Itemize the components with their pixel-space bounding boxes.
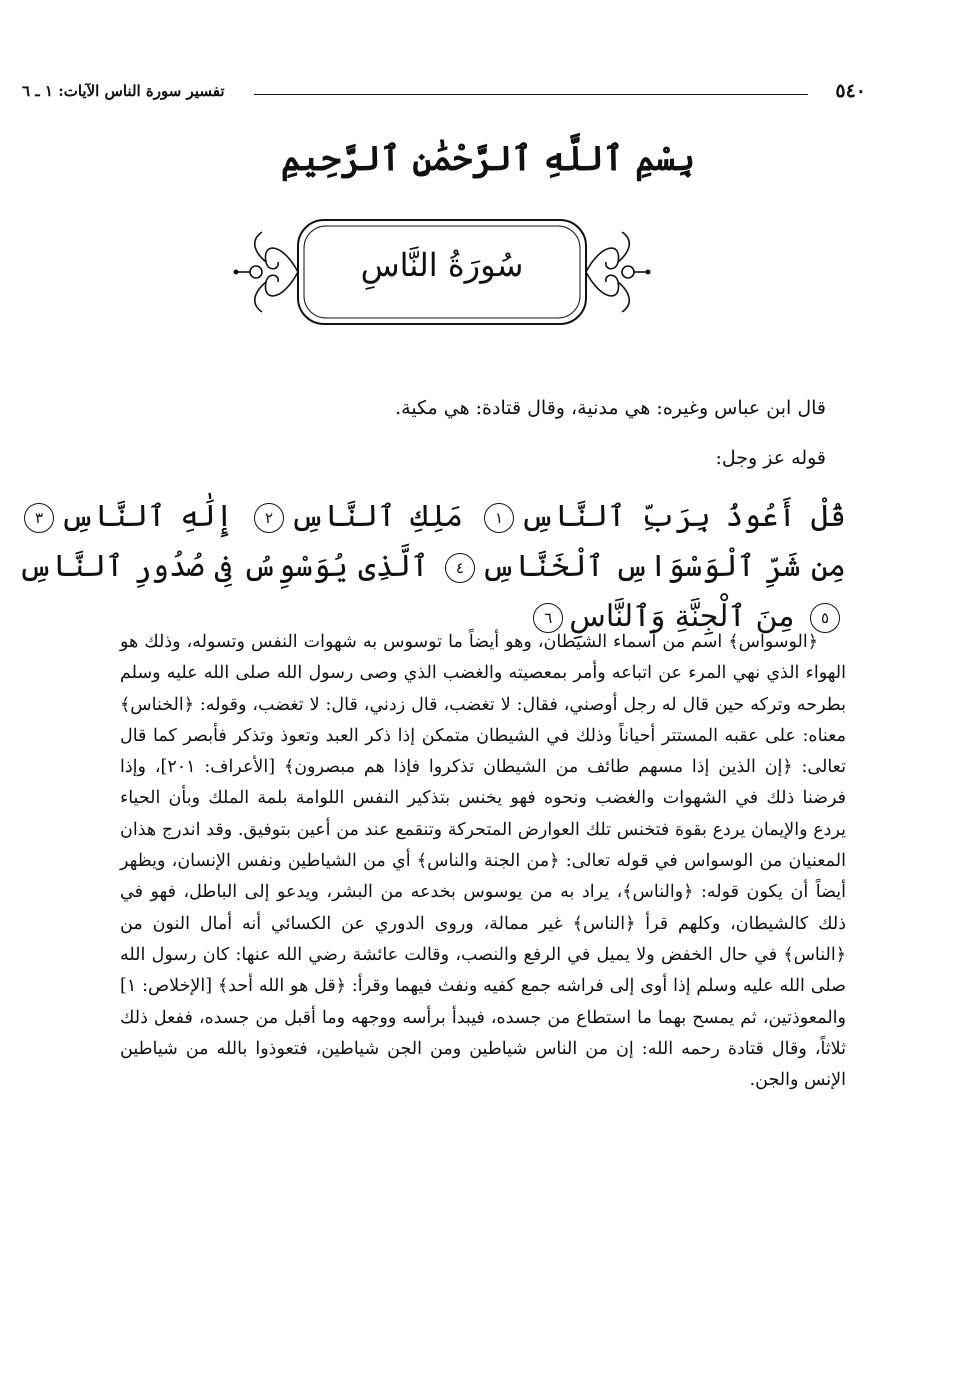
verse-text: مِن شَرِّ ٱلْوَسْوَاسِ ٱلْخَنَّاسِ bbox=[480, 549, 846, 584]
running-header bbox=[22, 80, 866, 106]
verse bbox=[478, 499, 846, 534]
verse-text: مِنَ ٱلْجِنَّةِ وَٱلنَّاسِ bbox=[569, 599, 795, 634]
verse-number-marker: ٥ bbox=[810, 603, 840, 633]
verse-text: مَلِكِ ٱلنَّاسِ bbox=[290, 499, 464, 534]
verse-text: قُلْ أَعُوذُ بِرَبِّ ٱلنَّاسِ bbox=[520, 499, 846, 534]
commentary bbox=[120, 627, 846, 1096]
verse-lead-in: قوله عز وجل: bbox=[715, 447, 826, 469]
revelation-note: قال ابن عباس وغيره: هي مدنية، وقال قتادة: هي مكية. bbox=[395, 397, 826, 419]
surah-title-frame bbox=[232, 212, 652, 332]
basmala: بِسْمِ ٱللَّهِ ٱلرَّحْمَٰنِ ٱلرَّحِيمِ bbox=[280, 139, 696, 179]
verse-number-marker: ١ bbox=[484, 503, 514, 533]
commentary-paragraph: ﴿الوسواس﴾ اسم من أسماء الشيطان، وهو أيضاً ما توسوس به شهوات النفس وتسوله، وذلك هو الهواء الذي نهي المرء عن اتباعه وأمر بمعصيته والغضب الذي وصى رسول الله صلى الله عليه وسلم بطرحه وتركه حين قال له رجل أوصني، فقال: لا تغضب، قال زدني، قال: لا تغضب، وقوله: ﴿الخناس﴾ معناه: على عقبه المستتر أحياناً وذلك في الشيطان متمكن إذا ذكر العبد وتعوذ وتذكر فأبصر كما قال تعالى: ﴿إن الذين إذا مسهم طائف من الشيطان تذكروا فإذا هم مبصرون﴾ [الأعراف: ٢٠١]، وإذا فرضنا ذلك في الشهوات والغضب ونحوه فهو يخنس بتذكير النفس اللوامة بلمة الملك وبأن الحياء يردع والإيمان يردع بقوة فتخنس تلك العوارض المتحركة وتنقمع عند من أعين بتوفيق. وقد اندرج هذان المعنيان من الوسواس في قوله تعالى: ﴿من الجنة والناس﴾ أي من الشياطين ونفس الإنسان، ويظهر أيضاً أن يكون قوله: ﴿والناس﴾، يراد به من يوسوس بخدعه من البشر، ويدعو إلى الباطل، فهو في ذلك كالشيطان، وكلهم قرأ ﴿الناس﴾ غير ممالة، وروى الدوري عن الكسائي أنه أمال النون من ﴿الناس﴾ في حال الخفض ولا يميل في الرفع والنصب، وقالت عائشة رضي الله عنها: كان رسول الله صلى الله عليه وسلم إذا أوى إلى فراشه جمع كفيه ونفث فيهما وقرأ: ﴿قل هو الله أحد﴾ [الإخلاص: ١] والمعوذتين، ثم يمسح بهما ما استطاع من جسده، فيبدأ برأسه ووجهه وما أقبل من جسده، ففعل ذلك ثلاثاً، وقال قتادة رحمه الله: إن من الناس شياطين ومن الجن شياطين، فتعوذوا بالله من شياطين الإنس والجن. bbox=[120, 632, 846, 1091]
header-rule bbox=[254, 94, 808, 95]
verse bbox=[18, 499, 233, 534]
verse bbox=[439, 549, 846, 584]
introduction bbox=[395, 394, 826, 472]
verse-text: ٱلَّذِى يُوَسْوِسُ فِى صُدُورِ ٱلنَّاسِ bbox=[18, 549, 429, 584]
running-title: تفسير سورة الناس الآيات: ١ ـ ٦ bbox=[22, 82, 225, 100]
verse-number-marker: ٢ bbox=[254, 503, 284, 533]
quran-verses bbox=[18, 492, 846, 642]
verse-number-marker: ٣ bbox=[24, 503, 54, 533]
verse-number-marker: ٦ bbox=[533, 603, 563, 633]
verse bbox=[248, 499, 463, 534]
verse-number-marker: ٤ bbox=[445, 553, 475, 583]
surah-name: سُورَةُ النَّاسِ bbox=[360, 246, 524, 284]
verse-text: إِلَٰهِ ٱلنَّاسِ bbox=[60, 499, 234, 534]
page-number: ٥٤٠ bbox=[835, 80, 866, 102]
